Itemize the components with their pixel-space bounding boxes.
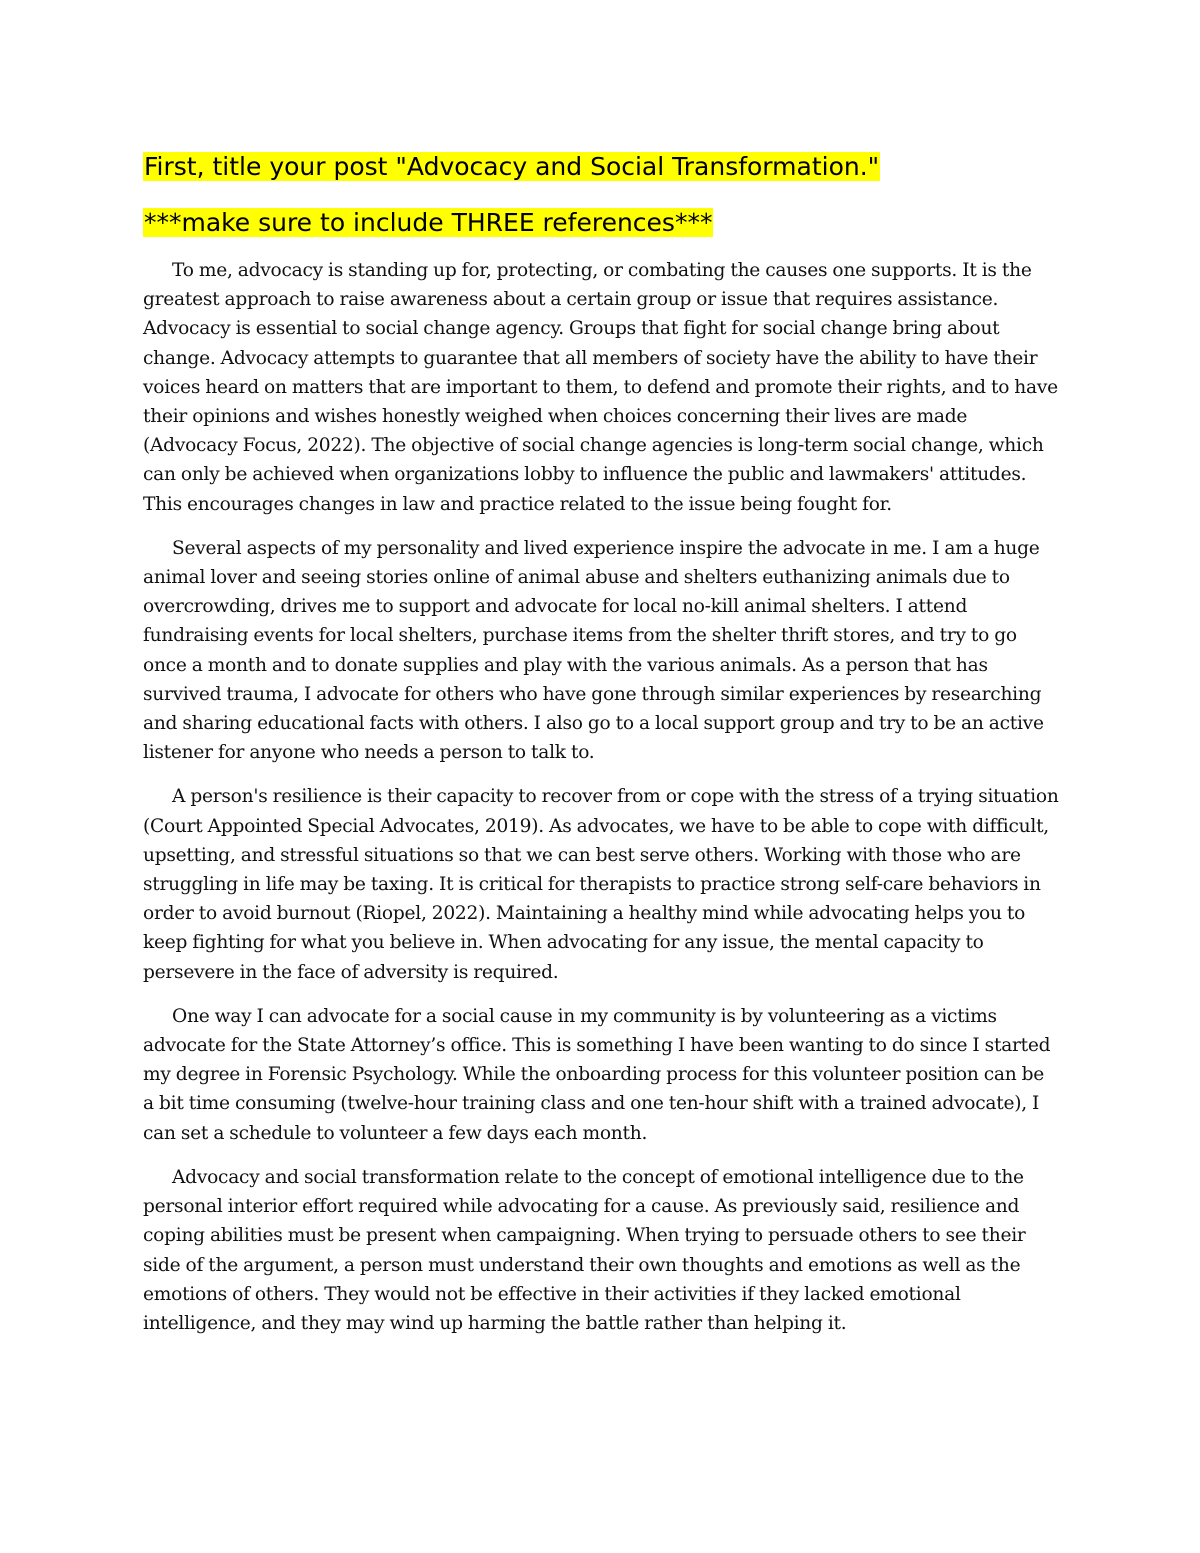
paragraph-community-advocacy: One way I can advocate for a social cause in my community is by volunteering as a victims advocate for the State Attorney’s office. This is something I have been wanting to do since I started my degree in Forensic Psychology. While the onboarding process for this volunteer position can be a bit time consuming (twelve-hour training class and one ten-hour shift with a trained advocate), I can set a schedule to volunteer a few days each month. (143, 1005, 1051, 1144)
paragraph-emotional-intelligence: Advocacy and social transformation relate to the concept of emotional intelligence due to the personal interior effort required while advocating for a cause. As previously said, resilience and coping abilities must be present when campaigning. When trying to persuade others to see their side of the argument, a person must understand their own thoughts and emotions as well as the emotions of others. They would not be effective in their activities if they lacked emotional intelligence, and they may wind up harming the battle rather than helping it. (143, 1166, 1026, 1334)
paragraph-resilience: A person's resilience is their capacity to recover from or cope with the stress of a trying situation (Court Appointed Special Advocates, 2019). As advocates, we have to be able to cope with difficult, upsetting, and stressful situations so that we can best serve others. Working with those who are struggling in life may be taxing. It is critical for therapists to practice strong self-care behaviors in order to avoid burnout (Riopel, 2022). Maintaining a healthy mind while advocating helps you to keep fighting for what you believe in. When advocating for any issue, the mental capacity to persevere in the face of adversity is required. (143, 786, 1059, 983)
paragraph-advocacy-definition: To me, advocacy is standing up for, protecting, or combating the causes one supports. It is the greatest approach to raise awareness about a certain group or issue that requires assistance. Advocacy is essential to social change agency. Groups that fight for social change bring about change. Advocacy attempts to guarantee that all members of society have the ability to have their voices heard on matters that are important to them, to defend and promote their rights, and to have their opinions and wishes honestly weighed when choices concerning their lives are made (Advocacy Focus, 2022). The objective of social change agencies is long-term social change, which can only be achieved when organizations lobby to influence the public and lawmakers' attitudes. This encourages changes in law and practice related to the issue being fought for. (143, 260, 1058, 515)
post-title-instruction (143, 150, 1060, 184)
highlighted-references-text: ***make sure to include THREE references*** (144, 208, 713, 237)
paragraph-personal-inspiration: Several aspects of my personality and lived experience inspire the advocate in me. I am a huge animal lover and seeing stories online of animal abuse and shelters euthanizing animals due to overcrowding, drives me to support and advocate for local no-kill animal shelters. I attend fundraising events for local shelters, purchase items from the shelter thrift stores, and try to go once a month and to donate supplies and play with the various animals. As a person that has survived trauma, I advocate for others who have gone through similar experiences by researching and sharing educational facts with others. I also go to a local support group and try to be an active listener for anyone who needs a person to talk to. (143, 537, 1044, 764)
highlighted-title-text: First, title your post "Advocacy and Social Transformation." (144, 152, 880, 181)
references-instruction (143, 206, 1060, 240)
